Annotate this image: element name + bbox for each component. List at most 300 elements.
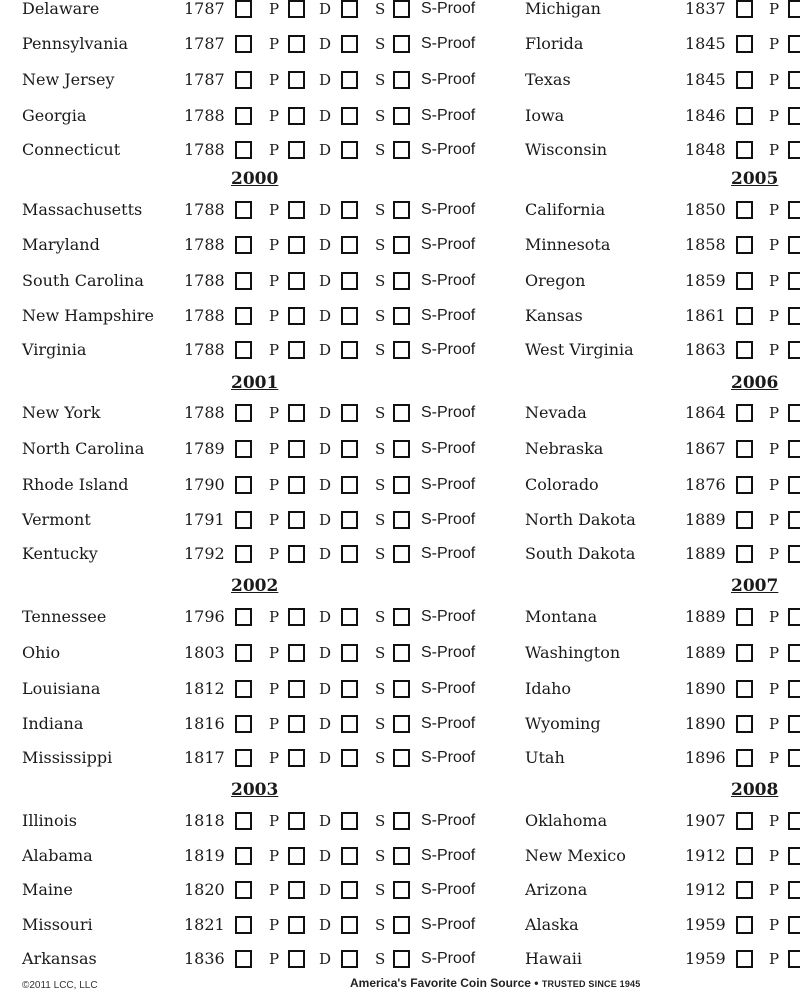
s-proof-label: S-Proof xyxy=(421,71,476,88)
p-mint-checkbox[interactable] xyxy=(736,476,753,494)
state-row xyxy=(0,337,800,363)
state-name: Minnesota xyxy=(525,235,611,254)
statehood-year: 1787 xyxy=(184,70,225,89)
statehood-year: 1803 xyxy=(184,643,225,662)
p-mint-checkbox[interactable] xyxy=(736,608,753,626)
state-row xyxy=(0,67,800,93)
d-mint-checkbox[interactable] xyxy=(788,847,800,865)
year-header: 2000 xyxy=(231,169,279,189)
d-mint-label: D xyxy=(319,0,332,18)
s-mint-label: S xyxy=(375,0,386,18)
s-proof-label: S-Proof xyxy=(421,749,476,766)
p-mint-checkbox[interactable] xyxy=(736,749,753,767)
d-mint-label: D xyxy=(319,341,332,359)
footer-tagline xyxy=(350,976,640,990)
statehood-year: 1889 xyxy=(685,510,726,529)
s-proof-label: S-Proof xyxy=(421,404,476,421)
s-proof-label: S-Proof xyxy=(421,881,476,898)
statehood-year: 1845 xyxy=(685,70,726,89)
statehood-year: 1788 xyxy=(184,306,225,325)
state-row xyxy=(0,541,800,567)
state-name: New York xyxy=(22,403,101,422)
state-row xyxy=(0,268,800,294)
state-name: Mississippi xyxy=(22,748,113,767)
state-name: North Carolina xyxy=(22,439,145,458)
d-mint-checkbox[interactable] xyxy=(788,608,800,626)
p-mint-label: P xyxy=(769,950,780,968)
d-mint-label: D xyxy=(319,272,332,290)
d-mint-checkbox[interactable] xyxy=(788,35,800,53)
state-name: Iowa xyxy=(525,106,565,125)
d-mint-label: D xyxy=(319,749,332,767)
state-name: Nevada xyxy=(525,403,587,422)
state-row xyxy=(0,400,800,426)
d-mint-label: D xyxy=(319,812,332,830)
s-mint-label: S xyxy=(375,749,386,767)
p-mint-checkbox[interactable] xyxy=(736,847,753,865)
s-mint-label: S xyxy=(375,545,386,563)
state-name: Louisiana xyxy=(22,679,101,698)
statehood-year: 1788 xyxy=(184,403,225,422)
state-row xyxy=(0,137,800,163)
tagline-text: America's Favorite Coin Source xyxy=(350,976,531,990)
state-row xyxy=(0,197,800,223)
statehood-year: 1791 xyxy=(184,510,225,529)
s-mint-label: S xyxy=(375,916,386,934)
statehood-year: 1846 xyxy=(685,106,726,125)
state-name: New Hampshire xyxy=(22,306,154,325)
statehood-year: 1890 xyxy=(685,714,726,733)
statehood-year: 1821 xyxy=(184,915,225,934)
s-proof-label: S-Proof xyxy=(421,950,476,967)
p-mint-checkbox[interactable] xyxy=(736,511,753,529)
d-mint-label: D xyxy=(319,715,332,733)
statehood-year: 1789 xyxy=(184,439,225,458)
s-mint-label: S xyxy=(375,680,386,698)
s-proof-label: S-Proof xyxy=(421,307,476,324)
statehood-year: 1912 xyxy=(685,846,726,865)
d-mint-checkbox[interactable] xyxy=(788,749,800,767)
d-mint-label: D xyxy=(319,644,332,662)
bullet-separator: • xyxy=(534,976,539,990)
p-mint-label: P xyxy=(269,715,280,733)
state-row xyxy=(0,640,800,666)
state-row xyxy=(0,843,800,869)
state-name: Montana xyxy=(525,607,598,626)
year-header: 2007 xyxy=(731,576,779,596)
state-name: Wyoming xyxy=(525,714,601,733)
state-row xyxy=(0,604,800,630)
statehood-year: 1790 xyxy=(184,475,225,494)
state-name: Tennessee xyxy=(22,607,107,626)
state-row xyxy=(0,877,800,903)
copyright-notice: ©2011 LCC, LLC xyxy=(22,980,98,991)
s-proof-label: S-Proof xyxy=(421,644,476,661)
d-mint-label: D xyxy=(319,307,332,325)
state-row xyxy=(0,31,800,57)
statehood-year: 1959 xyxy=(685,949,726,968)
s-mint-label: S xyxy=(375,236,386,254)
p-mint-checkbox[interactable] xyxy=(736,307,753,325)
d-mint-checkbox[interactable] xyxy=(788,341,800,359)
s-proof-label: S-Proof xyxy=(421,0,476,17)
p-mint-checkbox[interactable] xyxy=(736,715,753,733)
p-mint-label: P xyxy=(269,0,280,18)
p-mint-label: P xyxy=(269,141,280,159)
p-mint-label: P xyxy=(769,749,780,767)
s-mint-label: S xyxy=(375,71,386,89)
p-mint-label: P xyxy=(269,236,280,254)
p-mint-label: P xyxy=(269,847,280,865)
state-name: Wisconsin xyxy=(525,140,608,159)
p-mint-checkbox[interactable] xyxy=(736,107,753,125)
d-mint-checkbox[interactable] xyxy=(788,680,800,698)
p-mint-label: P xyxy=(769,916,780,934)
statehood-year: 1864 xyxy=(685,403,726,422)
state-name: North Dakota xyxy=(525,510,636,529)
d-mint-checkbox[interactable] xyxy=(788,715,800,733)
s-mint-label: S xyxy=(375,608,386,626)
state-name: Rhode Island xyxy=(22,475,129,494)
s-mint-label: S xyxy=(375,511,386,529)
state-name: Texas xyxy=(525,70,571,89)
s-proof-label: S-Proof xyxy=(421,107,476,124)
p-mint-label: P xyxy=(269,476,280,494)
p-mint-label: P xyxy=(769,511,780,529)
p-mint-checkbox[interactable] xyxy=(736,644,753,662)
s-proof-label: S-Proof xyxy=(421,341,476,358)
statehood-year: 1850 xyxy=(685,200,726,219)
p-mint-label: P xyxy=(269,950,280,968)
p-mint-label: P xyxy=(769,440,780,458)
s-mint-label: S xyxy=(375,404,386,422)
p-mint-label: P xyxy=(269,201,280,219)
d-mint-label: D xyxy=(319,950,332,968)
statehood-year: 1912 xyxy=(685,880,726,899)
statehood-year: 1788 xyxy=(184,271,225,290)
p-mint-label: P xyxy=(269,608,280,626)
state-name: Ohio xyxy=(22,643,61,662)
s-mint-label: S xyxy=(375,307,386,325)
state-name: Colorado xyxy=(525,475,599,494)
p-mint-checkbox[interactable] xyxy=(736,35,753,53)
s-mint-label: S xyxy=(375,141,386,159)
p-mint-label: P xyxy=(269,916,280,934)
d-mint-checkbox[interactable] xyxy=(788,236,800,254)
d-mint-label: D xyxy=(319,881,332,899)
statehood-year: 1787 xyxy=(184,0,225,18)
state-name: Maine xyxy=(22,880,73,899)
state-row xyxy=(0,507,800,533)
s-proof-label: S-Proof xyxy=(421,812,476,829)
d-mint-checkbox[interactable] xyxy=(788,511,800,529)
state-name: Pennsylvania xyxy=(22,34,129,53)
state-name: Vermont xyxy=(22,510,91,529)
s-proof-label: S-Proof xyxy=(421,715,476,732)
s-mint-label: S xyxy=(375,881,386,899)
p-mint-checkbox[interactable] xyxy=(736,881,753,899)
state-name: Indiana xyxy=(22,714,84,733)
d-mint-checkbox[interactable] xyxy=(788,476,800,494)
p-mint-checkbox[interactable] xyxy=(736,0,753,18)
s-proof-label: S-Proof xyxy=(421,847,476,864)
d-mint-label: D xyxy=(319,107,332,125)
d-mint-checkbox[interactable] xyxy=(788,307,800,325)
statehood-year: 1788 xyxy=(184,200,225,219)
p-mint-label: P xyxy=(269,35,280,53)
statehood-year: 1837 xyxy=(685,0,726,18)
d-mint-checkbox[interactable] xyxy=(788,0,800,18)
statehood-year: 1820 xyxy=(184,880,225,899)
p-mint-label: P xyxy=(769,272,780,290)
state-name: Massachusetts xyxy=(22,200,143,219)
p-mint-label: P xyxy=(269,511,280,529)
s-mint-label: S xyxy=(375,440,386,458)
state-name: California xyxy=(525,200,606,219)
d-mint-checkbox[interactable] xyxy=(788,107,800,125)
p-mint-label: P xyxy=(269,440,280,458)
trusted-text: TRUSTED SINCE 1945 xyxy=(541,979,641,989)
p-mint-checkbox[interactable] xyxy=(736,916,753,934)
s-mint-label: S xyxy=(375,950,386,968)
d-mint-checkbox[interactable] xyxy=(788,916,800,934)
p-mint-label: P xyxy=(769,404,780,422)
statehood-year: 1788 xyxy=(184,140,225,159)
d-mint-checkbox[interactable] xyxy=(788,644,800,662)
statehood-year: 1788 xyxy=(184,340,225,359)
p-mint-label: P xyxy=(269,644,280,662)
s-proof-label: S-Proof xyxy=(421,141,476,158)
s-mint-label: S xyxy=(375,847,386,865)
statehood-year: 1859 xyxy=(685,271,726,290)
p-mint-label: P xyxy=(769,107,780,125)
statehood-year: 1858 xyxy=(685,235,726,254)
p-mint-label: P xyxy=(269,545,280,563)
p-mint-checkbox[interactable] xyxy=(736,341,753,359)
d-mint-label: D xyxy=(319,511,332,529)
p-mint-label: P xyxy=(769,141,780,159)
state-name: Oklahoma xyxy=(525,811,608,830)
s-mint-label: S xyxy=(375,812,386,830)
d-mint-label: D xyxy=(319,440,332,458)
statehood-year: 1818 xyxy=(184,811,225,830)
p-mint-label: P xyxy=(769,644,780,662)
d-mint-checkbox[interactable] xyxy=(788,950,800,968)
year-header: 2005 xyxy=(731,169,779,189)
p-mint-label: P xyxy=(269,404,280,422)
p-mint-checkbox[interactable] xyxy=(736,440,753,458)
s-proof-label: S-Proof xyxy=(421,35,476,52)
p-mint-label: P xyxy=(769,847,780,865)
p-mint-label: P xyxy=(769,545,780,563)
s-proof-label: S-Proof xyxy=(421,476,476,493)
state-row xyxy=(0,303,800,329)
p-mint-label: P xyxy=(769,812,780,830)
s-proof-label: S-Proof xyxy=(421,440,476,457)
d-mint-label: D xyxy=(319,141,332,159)
s-mint-label: S xyxy=(375,715,386,733)
state-name: Alabama xyxy=(22,846,93,865)
p-mint-checkbox[interactable] xyxy=(736,680,753,698)
state-name: Utah xyxy=(525,748,565,767)
state-row xyxy=(0,745,800,771)
s-proof-label: S-Proof xyxy=(421,545,476,562)
p-mint-label: P xyxy=(769,71,780,89)
statehood-year: 1816 xyxy=(184,714,225,733)
d-mint-checkbox[interactable] xyxy=(788,812,800,830)
year-header: 2008 xyxy=(731,780,779,800)
statehood-year: 1959 xyxy=(685,915,726,934)
state-name: Missouri xyxy=(22,915,93,934)
state-name: Kentucky xyxy=(22,544,98,563)
state-row xyxy=(0,912,800,938)
p-mint-label: P xyxy=(269,71,280,89)
p-mint-checkbox[interactable] xyxy=(736,71,753,89)
p-mint-checkbox[interactable] xyxy=(736,236,753,254)
p-mint-label: P xyxy=(769,236,780,254)
state-name: West Virginia xyxy=(525,340,634,359)
statehood-year: 1889 xyxy=(685,607,726,626)
d-mint-label: D xyxy=(319,35,332,53)
s-proof-label: S-Proof xyxy=(421,201,476,218)
d-mint-label: D xyxy=(319,680,332,698)
state-name: Washington xyxy=(525,643,621,662)
d-mint-checkbox[interactable] xyxy=(788,404,800,422)
p-mint-label: P xyxy=(769,608,780,626)
d-mint-label: D xyxy=(319,847,332,865)
s-proof-label: S-Proof xyxy=(421,680,476,697)
p-mint-label: P xyxy=(269,749,280,767)
p-mint-checkbox[interactable] xyxy=(736,201,753,219)
year-header: 2006 xyxy=(731,373,779,393)
statehood-year: 1890 xyxy=(685,679,726,698)
p-mint-checkbox[interactable] xyxy=(736,545,753,563)
d-mint-checkbox[interactable] xyxy=(788,545,800,563)
state-row xyxy=(0,946,800,972)
state-name: Michigan xyxy=(525,0,601,18)
state-name: South Dakota xyxy=(525,544,636,563)
d-mint-checkbox[interactable] xyxy=(788,272,800,290)
statehood-year: 1788 xyxy=(184,106,225,125)
p-mint-label: P xyxy=(269,812,280,830)
state-name: Arizona xyxy=(525,880,588,899)
statehood-year: 1863 xyxy=(685,340,726,359)
d-mint-label: D xyxy=(319,201,332,219)
p-mint-label: P xyxy=(769,341,780,359)
s-mint-label: S xyxy=(375,341,386,359)
s-proof-label: S-Proof xyxy=(421,916,476,933)
state-row xyxy=(0,711,800,737)
p-mint-label: P xyxy=(269,107,280,125)
statehood-year: 1792 xyxy=(184,544,225,563)
p-mint-label: P xyxy=(769,715,780,733)
state-row xyxy=(0,472,800,498)
p-mint-label: P xyxy=(769,201,780,219)
statehood-year: 1817 xyxy=(184,748,225,767)
state-name: Illinois xyxy=(22,811,77,830)
state-name: Alaska xyxy=(525,915,579,934)
state-name: Delaware xyxy=(22,0,100,18)
state-name: Arkansas xyxy=(22,949,97,968)
statehood-year: 1889 xyxy=(685,544,726,563)
statehood-year: 1896 xyxy=(685,748,726,767)
state-name: Maryland xyxy=(22,235,100,254)
p-mint-label: P xyxy=(269,272,280,290)
state-row xyxy=(0,808,800,834)
d-mint-label: D xyxy=(319,608,332,626)
d-mint-label: D xyxy=(319,236,332,254)
state-name: New Jersey xyxy=(22,70,115,89)
p-mint-label: P xyxy=(769,307,780,325)
state-name: Virginia xyxy=(22,340,87,359)
s-mint-label: S xyxy=(375,201,386,219)
state-name: Kansas xyxy=(525,306,583,325)
p-mint-label: P xyxy=(269,881,280,899)
state-name: Nebraska xyxy=(525,439,604,458)
p-mint-checkbox[interactable] xyxy=(736,141,753,159)
state-name: Georgia xyxy=(22,106,87,125)
p-mint-label: P xyxy=(769,35,780,53)
state-name: Oregon xyxy=(525,271,586,290)
s-mint-label: S xyxy=(375,35,386,53)
d-mint-label: D xyxy=(319,71,332,89)
p-mint-checkbox[interactable] xyxy=(736,950,753,968)
d-mint-label: D xyxy=(319,916,332,934)
statehood-year: 1819 xyxy=(184,846,225,865)
p-mint-label: P xyxy=(269,680,280,698)
state-name: Florida xyxy=(525,34,584,53)
year-header: 2003 xyxy=(231,780,279,800)
state-name: South Carolina xyxy=(22,271,144,290)
p-mint-label: P xyxy=(769,476,780,494)
s-mint-label: S xyxy=(375,644,386,662)
statehood-year: 1787 xyxy=(184,34,225,53)
p-mint-label: P xyxy=(769,881,780,899)
d-mint-checkbox[interactable] xyxy=(788,201,800,219)
state-name: Hawaii xyxy=(525,949,582,968)
statehood-year: 1788 xyxy=(184,235,225,254)
d-mint-label: D xyxy=(319,545,332,563)
state-row xyxy=(0,103,800,129)
state-row xyxy=(0,0,800,22)
statehood-year: 1861 xyxy=(685,306,726,325)
p-mint-label: P xyxy=(769,680,780,698)
state-name: Connecticut xyxy=(22,140,121,159)
p-mint-checkbox[interactable] xyxy=(736,812,753,830)
statehood-year: 1889 xyxy=(685,643,726,662)
s-mint-label: S xyxy=(375,272,386,290)
d-mint-checkbox[interactable] xyxy=(788,881,800,899)
state-row xyxy=(0,676,800,702)
statehood-year: 1907 xyxy=(685,811,726,830)
state-name: Idaho xyxy=(525,679,572,698)
p-mint-label: P xyxy=(269,307,280,325)
d-mint-checkbox[interactable] xyxy=(788,71,800,89)
d-mint-checkbox[interactable] xyxy=(788,440,800,458)
year-header: 2001 xyxy=(231,373,279,393)
p-mint-checkbox[interactable] xyxy=(736,272,753,290)
s-mint-label: S xyxy=(375,476,386,494)
s-proof-label: S-Proof xyxy=(421,608,476,625)
year-header: 2002 xyxy=(231,576,279,596)
s-proof-label: S-Proof xyxy=(421,272,476,289)
d-mint-checkbox[interactable] xyxy=(788,141,800,159)
statehood-year: 1812 xyxy=(184,679,225,698)
d-mint-label: D xyxy=(319,404,332,422)
p-mint-checkbox[interactable] xyxy=(736,404,753,422)
p-mint-label: P xyxy=(269,341,280,359)
state-row xyxy=(0,436,800,462)
